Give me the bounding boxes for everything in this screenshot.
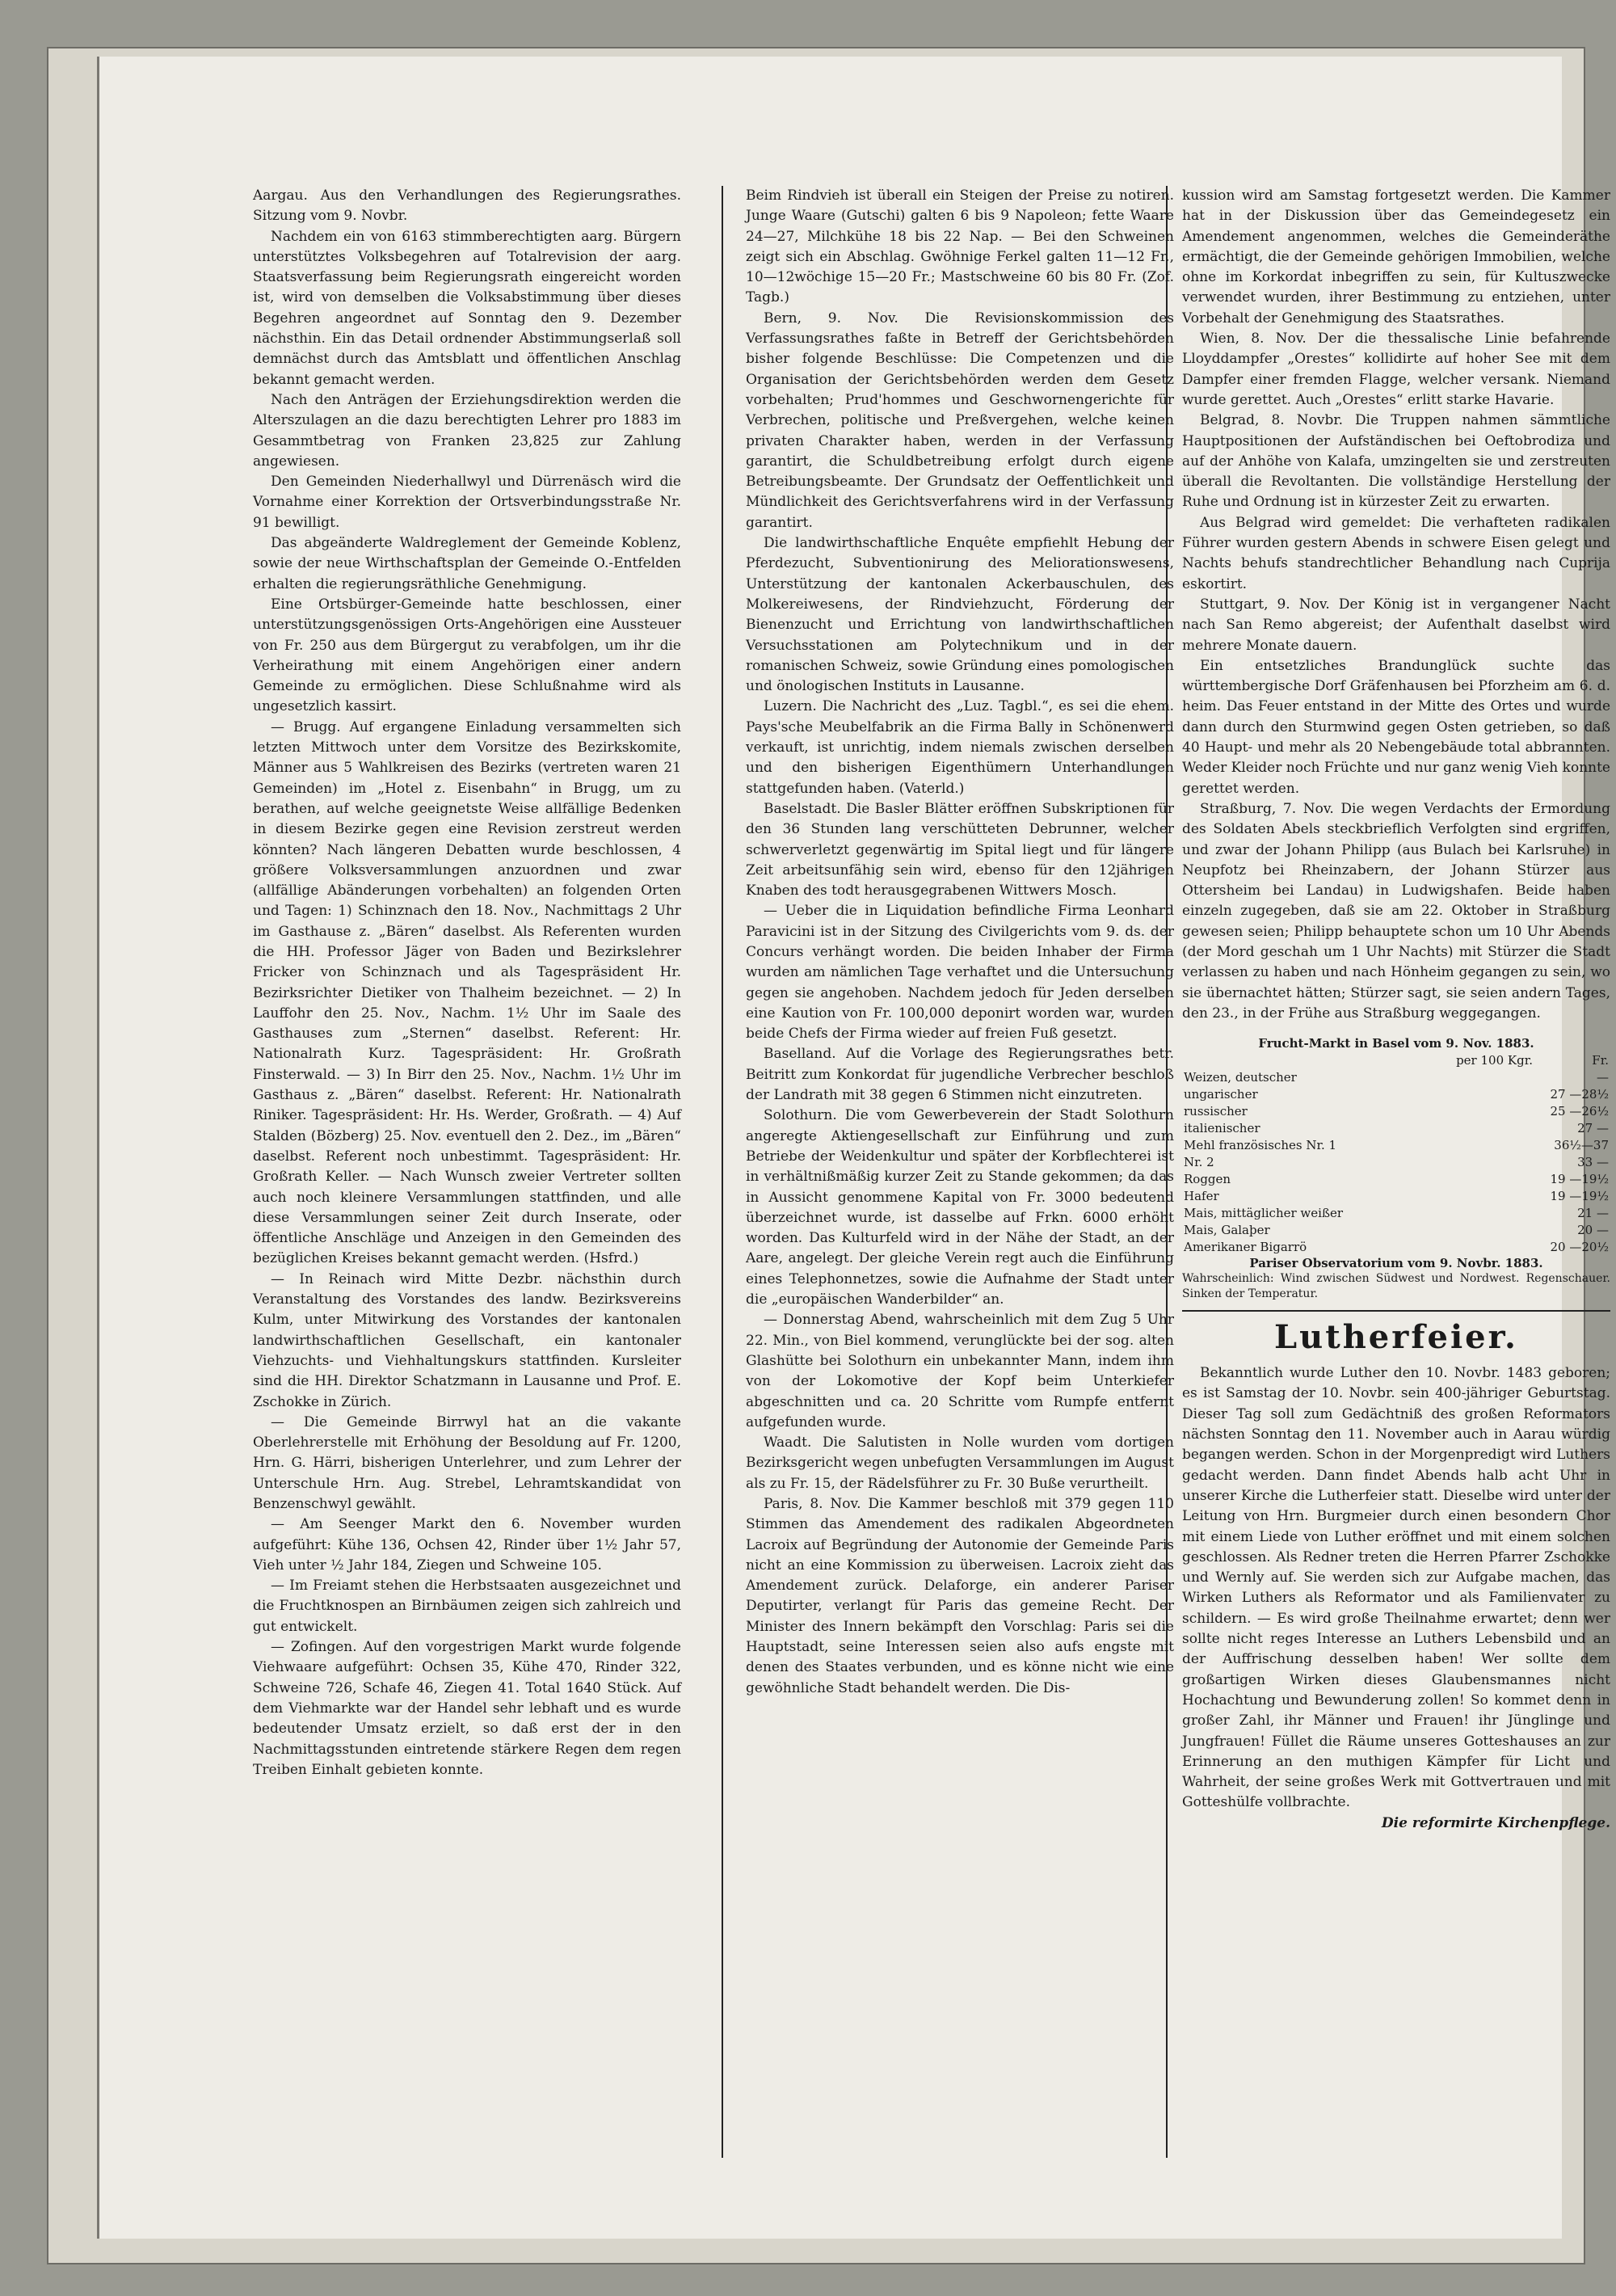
- column-1: [253, 186, 681, 1780]
- table-row: italienischer 27 —: [1184, 1121, 1609, 1136]
- article-paragraph: Das abgeänderte Waldreglement der Gemeinde Koblenz, sowie der neue Wirthschaftsplan der Gemeinde O.-Entfelden erhalten die regierungsräthliche Genehmigung.: [253, 535, 681, 592]
- column-2: [746, 186, 1174, 1699]
- column-3: [1182, 186, 1610, 1834]
- article-paragraph: Nachdem ein von 6163 stimmberechtigten aarg. Bürgern unterstütztes Volksbegehren auf Totalrevision der aarg. Staatsverfassung beim Regierungsrath eingereicht worden ist, wird von demselben die Volksabstimmung über dieses Begehren angeordnet auf Sonntag den 9. Dezember nächsthin. Ein das Detail ordnender Abstimmungserlaß soll demnächst durch das Amtsblatt und öffentlichen Anschlag bekannt gemacht werden.: [253, 228, 681, 388]
- grain-market-report: [1182, 1035, 1610, 1256]
- article-paragraph: — Zofingen. Auf den vorgestrigen Markt wurde folgende Viehwaare aufgeführt: Ochsen 35, Kühe 470, Rinder 322, Schweine 726, Schafe 46, Ziegen 41. Total 1640 Stück. Auf dem Viehmarkte war der Handel sehr lebhaft und es wurde bedeutender Umsatz erzielt, so daß erst der in den Nachmittagsstunden eintretende stärkere Regen dem regen Treiben Einhalt gebieten konnte.: [253, 1639, 681, 1778]
- article-paragraph: Beim Rindvieh ist überall ein Steigen der Preise zu notiren. Junge Waare (Gutschi) galten 6 bis 9 Napoleon; fette Waare 24—27, Milchkühe 18 bis 22 Nap. — Bei den Schweinen zeigt sich ein Abschlag. Gwöhnige Ferkel galten 11—12 Fr., 10—12wöchige 15—20 Fr.; Mastschweine 60 bis 80 Fr. (Zof. Tagb.): [746, 187, 1174, 306]
- article-paragraph: Den Gemeinden Niederhallwyl und Dürrenäsch wird die Vornahme einer Korrektion der Ortsverbindungsstraße Nr. 91 bewilligt.: [253, 474, 681, 531]
- announcement-signature: Die reformirte Kirchenpflege.: [1381, 1814, 1610, 1831]
- market-header-row: [1182, 1052, 1610, 1069]
- article-paragraph: Belgrad, 8. Novbr. Die Truppen nahmen sämmtliche Hauptpositionen der Aufständischen bei Oeftobrodiza und auf der Anhöhe von Kalafa, umzingelten sie und zerstreuten überall die Revoltanten. Die vollständige Herstellung der Ruhe und Ordnung ist in kürzester Zeit zu erwarten.: [1182, 412, 1610, 511]
- table-row: Mehl französisches Nr. 1 36½—37: [1184, 1138, 1609, 1153]
- article-paragraph: — Im Freiamt stehen die Herbstsaaten ausgezeichnet und die Fruchtknospen an Birnbäumen zeigen sich zahlreich und gut entwickelt.: [253, 1578, 681, 1635]
- table-row: russischer 25 —26½: [1184, 1104, 1609, 1119]
- article-paragraph: Solothurn. Die vom Gewerbeverein der Stadt Solothurn angeregte Aktiengesellschaft zur Einführung und zum Betriebe der Weidenkultur und später der Korbflechterei ist in verhältnißmäßig kurzer Zeit zu Stande gekommen; da das in Aussicht genommene Kapital von Fr. 3000 bedeutend überzeichnet wurde, ist dasselbe auf Frkn. 6000 erhöht worden. Das Kulturfeld wird in der Nähe der Stadt, an der Aare, angelegt. Der gleiche Verein regt auch die Einführung eines Telephonnetzes, sowie die Aufnahme der Stadt unter die „europäischen Wanderbilder“ an.: [746, 1107, 1174, 1308]
- article-paragraph: Luzern. Die Nachricht des „Luz. Tagbl.“, es sei die ehem. Pays'sche Meubelfabrik an die Firma Bally in Schönenwerd verkauft, ist unrichtig, indem niemals zwischen derselben und den bisherigen Eigenthümern Unterhandlungen stattgefunden haben. (Vaterld.): [746, 698, 1174, 797]
- article-paragraph: — In Reinach wird Mitte Dezbr. nächsthin durch Veranstaltung des Vorstandes des landw. Bezirksvereins Kulm, unter Mitwirkung des Vorstandes der kantonalen landwirthschaftlichen Gesellschaft, ein kantonaler Viehzuchts- und Viehhaltungskurs stattfinden. Kursleiter sind die HH. Direktor Schatzmann in Lausanne und Prof. E. Zschokke in Zürich.: [253, 1270, 681, 1410]
- article-paragraph: Die landwirthschaftliche Enquête empfiehlt Hebung der Pferdezucht, Subventionirung des Meliorationswesens, Unterstützung der kantonalen Ackerbauschulen, des Molkereiwesens, der Rindviehzucht, Förderung der Bienenzucht und Errichtung von landwirthschaftlichen Versuchsstationen am Polytechnikum und in der romanischen Schweiz, sowie Gründung eines pomologischen und önologischen Instituts in Lausanne.: [746, 535, 1174, 695]
- article-paragraph: Paris, 8. Nov. Die Kammer beschloß mit 379 gegen 110 Stimmen das Amendement des radikalen Abgeordneten Lacroix auf Begründung der Autonomie der Gemeinde Paris nicht an eine Kommission zu überweisen. Lacroix zieht das Amendement zurück. Delaforge, ein anderer Pariser Deputirter, verlangt für Paris das gemeine Recht. Der Minister des Innern bekämpft den Vorschlag: Paris sei die Hauptstadt, seine Interessen seien also aufs engste mit denen des Staates verbunden, und es könne nicht wie eine gewöhnliche Stadt behandelt werden. Die Dis-: [746, 1496, 1174, 1696]
- article-paragraph: — Ueber die in Liquidation befindliche Firma Leonhard Paravicini ist in der Sitzung des Civilgerichts vom 9. ds. der Concurs verhängt worden. Die beiden Inhaber der Firma wurden am nämlichen Tage verhaftet und die Untersuchung gegen sie angehoben. Nachdem jedoch für Jeden derselben eine Kaution von Fr. 100,000 deponirt worden war, wurden beide Chefs der Firma wieder auf freien Fuß gesetzt.: [746, 903, 1174, 1043]
- article-paragraph: Baselland. Auf die Vorlage des Regierungsrathes betr. Beitritt zum Konkordat für jugendliche Verbrecher beschloß der Landrath mit 38 gegen 6 Stimmen nicht einzutreten.: [746, 1046, 1174, 1104]
- article-paragraph: — Brugg. Auf ergangene Einladung versammelten sich letzten Mittwoch unter dem Vorsitze des Bezirkskomite, Männer aus 5 Wahlkreisen des Bezirks (vertreten waren 21 Gemeinden) im „Hotel z. Eisenbahn“ in Brugg, um zu berathen, auf welche geeignetste Weise allfällige Bedenken in diesem Bezirke gegen eine Revision zerstreut werden könnten? Nach längeren Debatten wurde beschlossen, 4 größere Volksversammlungen anzuordnen und zwar (allfällige Abänderungen vorbehalten) an folgenden Orten und Tagen: 1) Schinznach den 18. Nov., Nachmittags 2 Uhr im Gasthause z. „Bären“ daselbst. Als Referenten wurden die HH. Professor Jäger von Baden und Bezirkslehrer Fricker von Schinznach und als Tagespräsident Hr. Bezirksrichter Dietiker von Thalheim bezeichnet. — 2) In Lauffohr den 25. Nov., Nachm. 1½ Uhr im Saale des Gasthauses zum „Sternen“ daselbst. Referent: Hr. Nationalrath Kurz. Tagespräsident: Hr. Großrath Finsterwald. — 3) In Birr den 25. Nov., Nachm. 1½ Uhr im Gasthaus z. „Bären“ daselbst. Referent: Hr. Nationalrath Riniker. Tagespräsident: Hr. Hs. Werder, Großrath. — 4) Auf Stalden (Bözberg) 25. Nov. eventuell den 2. Dez., im „Bären“ daselbst. Referent noch unbestimmt. Tagespräsident: Hr. Großrath Keller. — Nach Wunsch zweier Vertreter sollten auch noch kleinere Versammlungen stattfinden, und alle diese Versammlungen seiner Zeit durch Inserate, oder öffentliche Anschläge und Anzeigen in den Gemeinden des bezüglichen Kreises bekannt gemacht werden. (Hsfrd.): [253, 718, 681, 1267]
- article-paragraph: kussion wird am Samstag fortgesetzt werden. Die Kammer hat in der Diskussion über das Gemeindegesetz ein Amendement angenommen, welches die Gemeinderäthe ermächtigt, die der Gemeinde gehörigen Immobilien, welche ohne im Korkordat inbegriffen zu sein, für Kultuszwecke verwendet wurden, ihrer Bestimmung zu entziehen, unter Vorbehalt der Genehmigung des Staatsrathes.: [1182, 187, 1610, 326]
- table-row: Mais, Galaþer 20 —: [1184, 1223, 1609, 1238]
- market-title: Frucht-Markt in Basel vom 9. Nov. 1883.: [1258, 1036, 1534, 1051]
- article-paragraph: Aargau. Aus den Verhandlungen des Regierungsrathes. Sitzung vom 9. Novbr.: [253, 187, 681, 225]
- table-row: Weizen, deutscher —: [1184, 1070, 1609, 1085]
- announcement-body: Bekanntlich wurde Luther den 10. Novbr. 1483 geboren; es ist Samstag der 10. Novbr. sein 400-jähriger Geburtstag. Dieser Tag soll zum Gedächtniß des großen Reformators nächsten Sonntag den 11. November auch in Aarau würdig begangen werden. Schon in der Morgenpredigt wird Luthers gedacht werden. Dann findet Abends halb acht Uhr in unserer Kirche die Lutherfeier statt. Dieselbe wird unter der Leitung von Hrn. Burgmeier durch einen besondern Chor mit einem Liede von Luther eröffnet und mit einem solchen geschlossen. Als Redner treten die Herren Pfarrer Zschokke und Wernly auf. Sie werden sich zur Aufgabe machen, das Wirken Luthers als Reformator und als Familienvater zu schildern. — Es wird große Theilnahme erwartet; denn wer sollte nicht reges Interesse an Luthers Lebensbild und an der Auffrischung desselben haben! Wer sollte dem großartigen Wirken dieses Glaubensmannes nicht Hochachtung und Bewunderung zollen! So kommet denn in großer Zahl, ihr Männer und Frauen! ihr Jünglinge und Jungfrauen! Füllet die Räume unseres Gotteshauses an zur Erinnerung an den muthigen Kämpfer für Licht und Wahrheit, der seine großes Werk mit Gottvertrauen und mit Gotteshülfe vollbrachte.: [1182, 1365, 1610, 1811]
- section-divider: [1182, 1310, 1610, 1312]
- table-row: Hafer 19 —19½: [1184, 1189, 1609, 1204]
- article-paragraph: Waadt. Die Salutisten in Nolle wurden vom dortigen Bezirksgericht wegen unbefugten Versammlungen im August als zu Fr. 15, der Rädelsführer zu Fr. 30 Buße verurtheilt.: [746, 1434, 1174, 1492]
- table-row: Mais, mittäglicher weißer 21 —: [1184, 1206, 1609, 1221]
- market-currency: Fr.: [1592, 1053, 1609, 1068]
- market-unit: per 100 Kgr.: [1456, 1053, 1533, 1068]
- article-paragraph: Nach den Anträgen der Erziehungsdirektion werden die Alterszulagen an die dazu berechtigten Lehrer pro 1883 im Gesammtbetrag von Franken 23,825 zur Zahlung angewiesen.: [253, 391, 681, 470]
- table-row: Amerikaner Bigarrö 20 —20½: [1184, 1240, 1609, 1255]
- article-paragraph: Ein entsetzliches Brandunglück suchte das württembergische Dorf Gräfenhausen bei Pforzheim am 6. d. heim. Das Feuer entstand in der Mitte des Ortes und wurde dann durch den Sturmwind gegen Osten getrieben, so daß 40 Haupt- und mehr als 20 Nebengebäude total abbrannten. Weder Kleider noch Früchte und nur ganz wenig Vieh konnte gerettet werden.: [1182, 657, 1610, 797]
- luther-announcement: [1182, 1320, 1610, 1834]
- table-row: ungarischer 27 —28½: [1184, 1087, 1609, 1102]
- article-paragraph: Straßburg, 7. Nov. Die wegen Verdachts der Ermordung des Soldaten Abels steckbrieflich Verfolgten sind ergriffen, und zwar der Johann Philipp (aus Bulach bei Karlsruhe) in Neupfotz bei Rheinzabern, der Johann Stürzer aus Ottersheim bei Landau) in Ludwigshafen. Beide haben einzeln zugegeben, daß sie am 22. Oktober in Straßburg gewesen seien; Philipp behauptete schon um 10 Uhr Abends (der Mord geschah um 1 Uhr Nachts) mit Stürzer die Stadt verlassen zu haben und nach Hönheim gegangen zu sein, wo sie übernachtet hätten; Stürzer sagt, sie seien andern Tages, den 23., in der Frühe aus Straßburg weggegangen.: [1182, 800, 1610, 1022]
- article-paragraph: — Am Seenger Markt den 6. November wurden aufgeführt: Kühe 136, Ochsen 42, Rinder über 1½ Jahr 57, Vieh unter ½ Jahr 184, Ziegen und Schweine 105.: [253, 1516, 681, 1573]
- observatory-title: Pariser Observatorium vom 9. Novbr. 1883.: [1249, 1256, 1543, 1271]
- article-paragraph: — Donnerstag Abend, wahrscheinlich mit dem Zug 5 Uhr 22. Min., von Biel kommend, verunglückte bei der sog. alten Glashütte bei Solothurn ein unbekannter Mann, indem ihm von der Lokomotive der Kopf beim Unterkiefer abgeschnitten und ca. 20 Schritte vom Rumpfe entfernt aufgefunden wurde.: [746, 1312, 1174, 1430]
- article-paragraph: Wien, 8. Nov. Der die thessalische Linie befahrende Lloyddampfer „Orestes“ kollidirte auf hoher See mit dem Dampfer einer fremden Flagge, welcher versank. Niemand wurde gerettet. Auch „Orestes“ erlitt starke Havarie.: [1182, 331, 1610, 408]
- newspaper-page: [97, 57, 1610, 2239]
- article-paragraph: Bern, 9. Nov. Die Revisionskommission des Verfassungsrathes faßte in Betreff der Gerichtsbehörden bisher folgende Beschlüsse: Die Competenzen und die Organisation der Gerichtsbehörden werden dem Gesetz vorbehalten; Prud'hommes und Geschwornengerichte für Verbrechen, politische und Preßvergehen, welche keinen privaten Charakter haben, werden in der Verfassung garantirt, die Schuldbetreibung erfolgt durch eigene Betreibungsbeamte. Der Grundsatz der Oeffentlichkeit und Mündlichkeit des Gerichtsverfahrens wird in der Verfassung garantirt.: [746, 310, 1174, 531]
- observatory-text: Wahrscheinlich: Wind zwischen Südwest und Nordwest. Regenschauer. Sinken der Temperatur.: [1182, 1272, 1610, 1301]
- article-paragraph: Aus Belgrad wird gemeldet: Die verhafteten radikalen Führer wurden gestern Abends in schwere Eisen gelegt und Nachts behufs standrechtlicher Behandlung nach Cuprija eskortirt.: [1182, 514, 1610, 592]
- article-paragraph: Stuttgart, 9. Nov. Der König ist in vergangener Nacht nach San Remo abgereist; der Aufenthalt daselbst wird mehrere Monate dauern.: [1182, 596, 1610, 654]
- weather-report: [1182, 1256, 1610, 1302]
- table-row: Roggen 19 —19½: [1184, 1172, 1609, 1187]
- table-row: Nr. 2 33 —: [1184, 1155, 1609, 1170]
- article-paragraph: — Die Gemeinde Birrwyl hat an die vakante Oberlehrerstelle mit Erhöhung der Besoldung auf Fr. 1200, Hrn. G. Härri, bisherigen Unterlehrer, und zum Lehrer der Unterschule Hrn. Aug. Strebel, Lehramtskandidat von Benzenschwyl gewählt.: [253, 1413, 681, 1512]
- column-rule: [722, 186, 723, 2158]
- article-paragraph: Baselstadt. Die Basler Blätter eröffnen Subskriptionen für den 36 Stunden lang verschütteten Debrunner, welcher schwerverletzt gegenwärtig im Spital liegt und für längere Zeit arbeitsunfähig sein wird, ebenso für den 12jährigen Knaben des todt herausgegrabenen Wittwers Mosch.: [746, 800, 1174, 899]
- announcement-title: Lutherfeier.: [1274, 1318, 1518, 1357]
- market-table: [1182, 1052, 1610, 1256]
- article-paragraph: Eine Ortsbürger-Gemeinde hatte beschlossen, einer unterstützungsgenössigen Orts-Angehörigen eine Aussteuer von Fr. 250 aus dem Bürgergut zu verabfolgen, um ihr die Verheirathung mit einem Angehörigen einer andern Gemeinde zu ermöglichen. Diese Schlußnahme wird als ungesetzlich kassirt.: [253, 596, 681, 715]
